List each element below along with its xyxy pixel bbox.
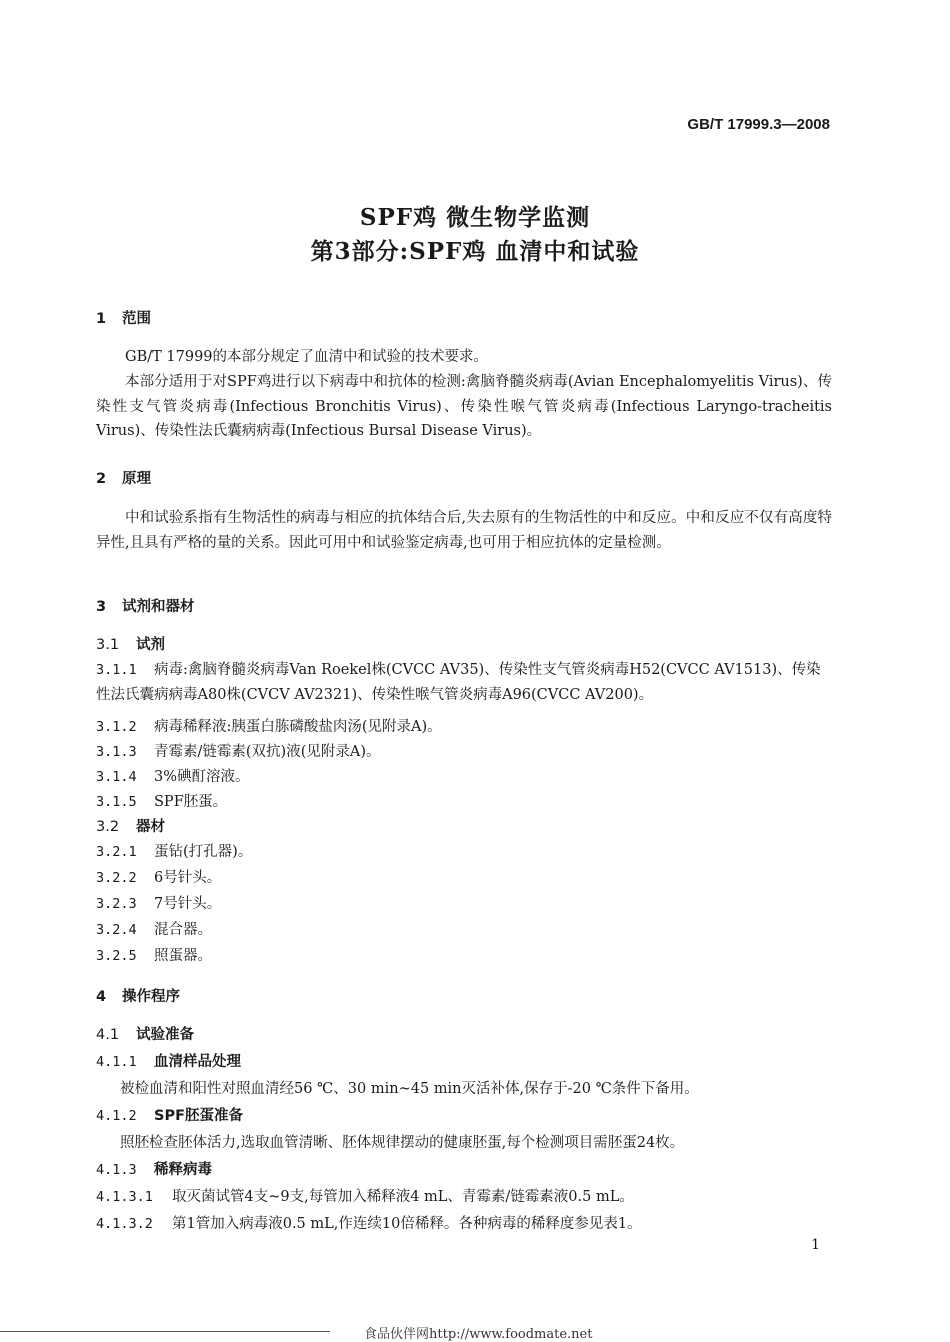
section-number: 3 (96, 599, 107, 615)
page-number: 1 (811, 1237, 820, 1253)
subsection-4-1-1-heading (96, 1050, 241, 1071)
item-text: 6号针头。 (154, 870, 222, 886)
list-item (96, 658, 832, 707)
list-item (96, 892, 221, 913)
section-title: 范围 (122, 311, 151, 327)
subsection-4-1-2-heading (96, 1104, 243, 1125)
section-title: 器材 (136, 819, 165, 835)
section-title: 试剂 (136, 637, 165, 653)
item-number: 3.2.4 (96, 922, 137, 938)
item-title: 血清样品处理 (154, 1054, 241, 1070)
item-text: 病毒稀释液:胰蛋白胨磷酸盐肉汤(见附录A)。 (154, 719, 442, 735)
list-item (96, 1185, 634, 1206)
item-number: 4.1.3.2 (96, 1216, 153, 1232)
section-2-heading (96, 467, 151, 488)
section-title: 试验准备 (136, 1027, 194, 1043)
item-text: 病毒:禽脑脊髓炎病毒Van Roekel株(CVCC AV35)、传染性支气管炎病毒H52(CVCC AV1513)、传染性法氏囊病病毒A80株(CVCV AV2321)、传染性喉气管炎病毒A96(CVCC AV200)。 (96, 662, 821, 703)
section-number: 2 (96, 471, 107, 487)
list-item (96, 1212, 642, 1233)
list-item (96, 715, 442, 736)
footer-watermark-link[interactable]: 食品伙伴网http://www.foodmate.net (364, 1327, 593, 1342)
list-item (96, 740, 380, 761)
item-text: 混合器。 (154, 922, 212, 938)
section-number: 4 (96, 989, 107, 1005)
item-text: 第1管加入病毒液0.5 mL,作连续10倍稀释。各种病毒的稀释度参见表1。 (172, 1216, 642, 1232)
section-1-heading (96, 307, 151, 328)
section-number: 3.1 (96, 637, 120, 653)
subsection-3-2-heading (96, 815, 165, 836)
paragraph: 被检血清和阳性对照血清经56 ℃、30 min~45 min灭活补体,保存于-20 ℃条件下备用。 (120, 1081, 699, 1097)
item-number: 3.1.5 (96, 794, 137, 810)
paragraph: 中和试验系指有生物活性的病毒与相应的抗体结合后,失去原有的生物活性的中和反应。中和反应不仅有高度特异性,且具有严格的量的关系。因此可用中和试验鉴定病毒,也可用于相应抗体的定量检测。 (96, 510, 832, 551)
footer-rule (0, 1331, 330, 1332)
section-title: 操作程序 (122, 989, 180, 1005)
paragraph: GB/T 17999的本部分规定了血清中和试验的技术要求。 (125, 349, 489, 365)
item-title: 稀释病毒 (154, 1162, 212, 1178)
subsection-4-1-3-heading (96, 1158, 212, 1179)
item-number: 3.1.1 (96, 662, 137, 678)
item-number: 4.1.3.1 (96, 1189, 153, 1205)
item-text: 照蛋器。 (154, 948, 212, 964)
item-number: 3.2.2 (96, 870, 137, 886)
item-title: SPF胚蛋准备 (154, 1108, 243, 1124)
list-item (96, 790, 227, 811)
item-number: 3.2.1 (96, 844, 137, 860)
standard-number: GB/T 17999.3—2008 (687, 116, 830, 133)
item-number: 4.1.1 (96, 1054, 137, 1070)
document-title-line-2: 第3部分:SPF鸡 血清中和试验 (310, 238, 640, 265)
list-item (96, 866, 221, 887)
item-number: 3.1.3 (96, 744, 137, 760)
section-number: 4.1 (96, 1027, 120, 1043)
document-title-line-1: SPF鸡 微生物学监测 (359, 204, 591, 231)
list-item (96, 944, 212, 965)
section-number: 3.2 (96, 819, 120, 835)
paragraph: 照胚检查胚体活力,选取血管清晰、胚体规律摆动的健康胚蛋,每个检测项目需胚蛋24枚。 (120, 1135, 685, 1151)
item-number: 3.2.5 (96, 948, 137, 964)
section-4-heading (96, 985, 180, 1006)
list-item (96, 840, 252, 861)
list-item (96, 918, 212, 939)
item-number: 3.1.4 (96, 769, 137, 785)
paragraph: 本部分适用于对SPF鸡进行以下病毒中和抗体的检测:禽脑脊髓炎病毒(Avian Encephalomyelitis Virus)、传染性支气管炎病毒(Infectious Bronchitis Virus)、传染性喉气管炎病毒(Infectious Laryngo-tracheitis Virus)、传染性法氏囊病病毒(Infectious Bursal Disease Virus)。 (96, 374, 832, 439)
item-number: 3.1.2 (96, 719, 137, 735)
item-number: 4.1.2 (96, 1108, 137, 1124)
subsection-3-1-heading (96, 633, 165, 654)
section-3-heading (96, 595, 195, 616)
item-text: 青霉素/链霉素(双抗)液(见附录A)。 (154, 744, 381, 760)
item-number: 3.2.3 (96, 896, 137, 912)
item-text: 7号针头。 (154, 896, 222, 912)
section-title: 原理 (122, 471, 151, 487)
subsection-4-1-heading (96, 1023, 194, 1044)
item-number: 4.1.3 (96, 1162, 137, 1178)
item-text: 蛋钻(打孔器)。 (154, 844, 253, 860)
section-title: 试剂和器材 (122, 599, 195, 615)
item-text: 3%碘酊溶液。 (154, 769, 250, 785)
item-text: SPF胚蛋。 (154, 794, 228, 810)
item-text: 取灭菌试管4支~9支,每管加入稀释液4 mL、青霉素/链霉素液0.5 mL。 (172, 1189, 634, 1205)
list-item (96, 765, 250, 786)
section-number: 1 (96, 311, 107, 327)
